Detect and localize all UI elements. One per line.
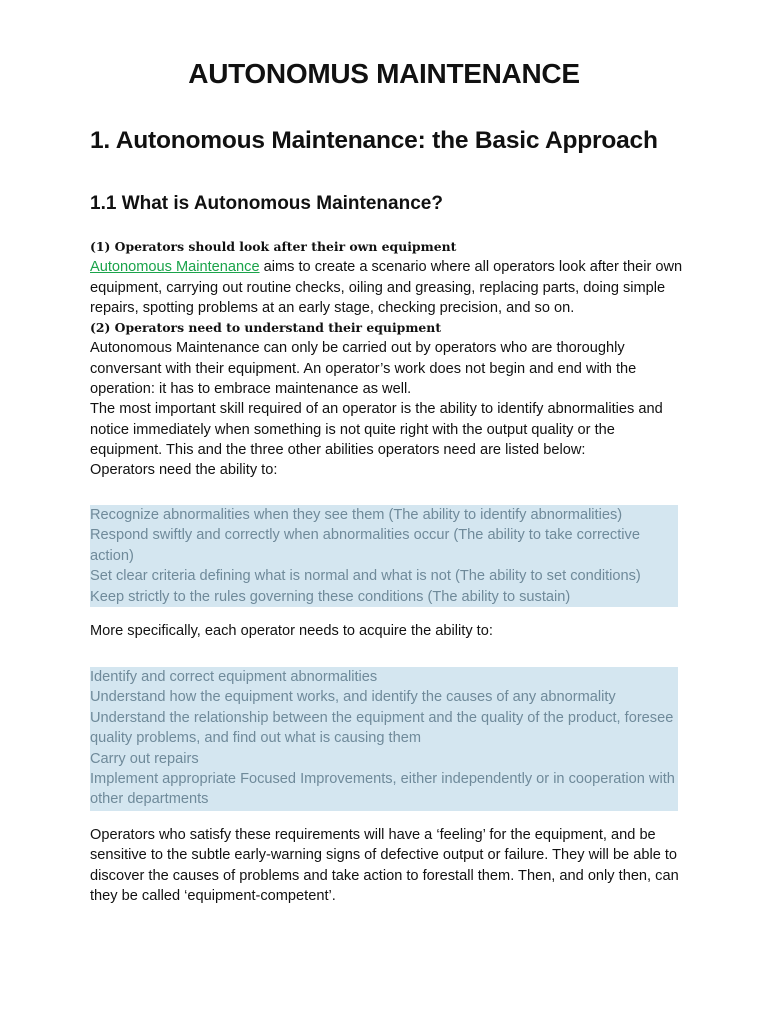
paragraph-6: Operators who satisfy these requirements will have a ‘feeling’ for the equipment, and be sensitive to the subtle early-warning signs of defective output or failure. They will be able to discover the causes of problems and take action to forestall them. Then, and only then, can they be called ‘equipment-competent’. [90, 827, 679, 904]
list-item: Keep strictly to the rules governing these conditions (The ability to sustain) [90, 588, 571, 605]
list-item: Identify and correct equipment abnormalities [90, 669, 378, 685]
specifics-list [90, 667, 678, 811]
list-item: Understand the relationship between the equipment and the quality of the product, foresee quality problems, and find out what is causing them [90, 709, 674, 747]
paragraph-1 [90, 257, 685, 318]
autonomous-maintenance-link[interactable]: Autonomous Maintenance [90, 259, 260, 276]
document-title: AUTONOMUS MAINTENANCE [188, 58, 580, 89]
list-item: Implement appropriate Focused Improvements, either independently or in cooperation with other departments [90, 771, 675, 808]
sub-heading-2: (2) Operators need to understand their equipment [90, 320, 442, 336]
section-heading: 1. Autonomous Maintenance: the Basic Approach [90, 127, 658, 154]
abilities-list [90, 505, 678, 607]
paragraph-2: Autonomous Maintenance can only be carried out by operators who are thoroughly conversant with their equipment. An operator’s work does not begin and end with the operation: it has to embrace maintenance as well. [90, 340, 637, 398]
paragraph-4: Operators need the ability to: [90, 462, 278, 479]
body-text [90, 237, 685, 481]
list-item: Understand how the equipment works, and identify the causes of any abnormality [90, 689, 616, 706]
subsection-heading: 1.1 What is Autonomous Maintenance? [90, 193, 443, 214]
paragraph-3: The most important skill required of an operator is the ability to identify abnormalities and notice immediately when something is not quite right with the output quality or the equipment. This and the three other abilities operators need are listed below: [90, 401, 663, 458]
list-item: Recognize abnormalities when they see them (The ability to identify abnormalities) [90, 507, 623, 523]
paragraph-5: More specifically, each operator needs to acquire the ability to: [90, 623, 493, 639]
paragraph-1-text: aims to create a scenario where all operators look after their own equipment, carrying out routine checks, oiling and greasing, replacing parts, doing simple repairs, spotting problems at an early stage, checking precision, and so on. [90, 259, 683, 316]
sub-heading-1: (1) Operators should look after their own equipment [90, 239, 457, 254]
list-item: Set clear criteria defining what is normal and what is not (The ability to set conditions) [90, 568, 641, 585]
list-item: Carry out repairs [90, 750, 199, 767]
list-item: Respond swiftly and correctly when abnormalities occur (The ability to take corrective action) [90, 527, 640, 564]
